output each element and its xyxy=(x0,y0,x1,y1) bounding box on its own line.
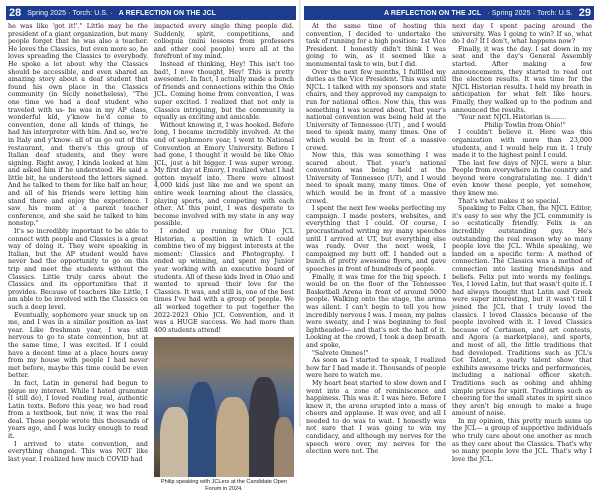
left-page xyxy=(0,0,300,492)
paragraph: I ended up running for Ohio JCL Historian, a position in which I could combine two of my biggest interests at the moment: Classics and Photography. I ended up winning, and spent my Junior year working with an executive board of students. All of these kids lived in Ohio and wanted to spread their love for the Classics. It was, and still is, one of the best times I've had with a group of people. We all worked together to put together the 2022-2023 Ohio JCL Convention, and it was a HUGE success. We had more than 400 students attend! xyxy=(154,228,294,334)
right-header-title: A REFLECTION ON THE JCL xyxy=(383,9,482,17)
left-column-1 xyxy=(8,23,148,463)
left-page-number: 28 xyxy=(6,6,24,20)
paragraph: Instead of thinking, Hey! This isn't too bad!, I now thought, Hey! This is pretty awesome!. In fact, I actually made a bunch of friends and connections within the Ohio JCL. Coming home from convention, I was super excited. I realized that not only is Classics intriguing, but the community is equally as exciting and amicable. xyxy=(154,60,294,122)
left-columns xyxy=(8,23,294,492)
right-header-issue: · Spring 2025 · Torch: U.S. xyxy=(487,9,573,17)
paragraph: next day I spent pacing around the university. Was I going to win? If so, what do I do? If I don't, what happens now? xyxy=(452,23,592,46)
photo-caption: Philip speaking with JCLers at the Candidate Open Forum in 2024. xyxy=(160,479,288,492)
paragraph: That's what makes it so special. xyxy=(458,197,561,205)
left-header-band xyxy=(6,6,296,20)
right-column-1 xyxy=(306,23,446,456)
paragraph: In my opinion, this pretty much sums up the JCL— a group of supportive individuals who truly care about one another as much as they care about the Classics. That's why so many people love the JCL. That's why I love the JCL. xyxy=(452,417,592,463)
paragraph: The last few days of NJCL were a blur. People from everywhere in the country and beyond were congratulating me. I didn't even know these people, yet somehow, they knew me. xyxy=(452,159,592,198)
paragraph: My heart beat started to slow down and I went into a zone of reminiscence and happiness. This was it. I was here. Before I knew it, the arena erupted into a mass of cheers and applause. It was over, and all I needed to do was to wait. I honestly was not sure that I was going to win my candidacy, and although my nerves for the speech were over, my nerves for the election were not. The xyxy=(306,379,446,456)
paragraph: It's so incredibly important to be able to connect with people and Classics is a great way of doing it. They were speaking in Italian, but the AP student would have never had the opportunity to go on this trip and meet the students without the Classics. Little truly cares about the Classics and its opportunities that it provides. Because of teachers like Little, I am able to be involved with the Classics on such a deep level. xyxy=(8,228,148,311)
left-header-issue: Spring 2025 · Torch: U.S. · xyxy=(27,9,113,17)
paragraph: impacted every single thing people did. Suddenly, spirit, competitions, and colloquia (mini lessons from professors and other cool people) were all at the forefront of my mind. xyxy=(154,23,294,61)
paragraph: Eventually, sophomore year snuck up on me, and I was in a similar position as last year. Like freshman year, I was still nervous to go to state convention, but at the same time, I was excited. If I could have a decent time at a place hours away from my house with people I had never met before, maybe this time could be even better. xyxy=(8,311,148,380)
paragraph: Now this, this was something I was scared about. That year's national convention was being held at the University of Tennessee (UT), and I would need to speak many, many times. One of which would be in front of a massive crowd. xyxy=(306,152,446,205)
paragraph: "Your next NJCL Historian is........ xyxy=(458,114,567,122)
paragraph: In fact, Latin in general had begun to pique my interest. While I hated grammar (I still do), I loved reading real, authentic Latin texts. Before this year, we had read from a textbook, but now, it was the real deal. These people wrote this thousands of years ago, and I was lucky enough to read it. xyxy=(8,379,148,441)
paragraph: Finally, it was the day. I sat down in my seat and the day's General Assembly started. After making a few announcements, they started to read out the election results. It was time for the NJCL Historian results. I held my breath in anticipation for what felt like hours. Finally, they walked up to the podium and announced the results. xyxy=(452,45,592,114)
paragraph: At the same time of hosting this convention, I decided to undertake the task of running for a high position: 1st Vice President. I honestly didn't think I was going to win, as it seemed like a monumental task to win, but I did. xyxy=(306,23,446,68)
paragraph: he was like 'got it!'." Little may be the president of a giant organization, but many people forget that he was also a teacher. He loves the Classics, but even more so, he loves spreading the Classics to everybody. He spoke a lot about why the Classics should be accessible, and even shared an amazing story about a deaf student that found his own place in the Classics community (in Sicily nonetheless), "The one time we had a deaf student who traveled with us- he was in my AP class, wonderful kid, y'know he'd come to convention, done all kinds of things, he had his interpreter with him. And so, we're in Italy and y'know- all of us go out of this restaurant, and there's this group of Italian deaf students, and they were signing. Right away, I kinda looked at him and asked him if he understood. He said a little bit, he understood the letters signed. And he talked to them for like half an hour, and all of his friends were letting him stand there and enjoy the experience. I saw his mom at a parent teacher conference, and she said he talked to him nonstop." xyxy=(8,23,148,228)
right-column-2 xyxy=(452,23,592,463)
paragraph: As soon as I started to speak, I realized how far I had made it. Thousands of people were here to watch me. xyxy=(306,357,446,380)
paragraph: Philip Towlin from Ohio!" xyxy=(484,121,566,129)
left-column-2 xyxy=(154,23,294,492)
paragraph: Without knowing it, I was hooked. Before long, I became incredibly involved. At the end of sophomore year, I went to National Convention at Emory University. Before I had gone, I thought it would be like Ohio JCL, just a bit bigger. I was super wrong. My first day at Emory, I realized what I had gotten myself into. There were almost 4,000 kids just like me and we spent an entire week learning about the classics, playing sports, and competing with each other. At this point, I was desperate to become involved with my state in any way possible. xyxy=(154,121,294,228)
paragraph: Over the next few months, I fulfilled my duties as the Vice President. This was until NJCL. I talked with my sponsors and state chairs, and they approved my campaign to run for national office. Now this, this was something I was scared about. That year's national convention was being held at the University of Tennessee (UT) , and I would need to speak many, many times. One of which would be in front of a massive crowd. xyxy=(306,68,446,152)
convention-photo xyxy=(154,337,294,477)
paragraph: I spent the next few weeks perfecting my campaign. I made posters, websites, and everything that I could. Of course, I procrastinated writing my many speeches until I arrived at UT, but everything else was ready. Over the next week, I campaigned my butt off. I handed out a bunch of pretty awesome flyers, and gave speeches in front of hundreds of people. xyxy=(306,205,446,273)
paragraph: Finally, it was time for the big speech. I would be on the floor of the Tennessee Basketball Arena in front of around 5000 people. Walking onto the stage, the arena was silent. I can't begin to tell you how incredibly nervous I was. I mean, my palms were sweaty, and I was beginning to feel lightheaded— and that's not the half of it. Looking at the crowd, I took a deep breath and spoke, xyxy=(306,273,446,349)
paragraph: "Salvete Omnes!" xyxy=(312,349,369,357)
left-header-title: A REFLECTION ON THE JCL xyxy=(118,9,217,17)
paragraph: I arrived to state convention, and everything changed. This was NOT like last year. I realized how much COVID had xyxy=(8,440,148,463)
right-page-number: 29 xyxy=(576,6,594,20)
paragraph: Speaking to Felix Chen, the NJCL Editor, it's easy to see why the JCL community is so ecstatically friendly. Felix is an incredibly outstanding guy. He's outstanding the real reason why so many people love the JCL. While speaking, we landed on a specific term: A method of connection. The Classics was a method of connection into lasting friendships and beliefs. Felix put into words my feelings. Yes, I loved Latin, but that wasn't quite it. I had always thought that Latin and Greek were super interesting, but it wasn't till I joined the JCL that I truly loved the classics. I loved Classics because of the people involved with it. I loved Classics because of Certamen, and art contests, and Agora (a marketplace), and sports, and most of all, the little traditions that had developed. Traditions such as JCL's Got Talent, a yearly talent show that exhibits awesome tricks and performances, including a national officer sketch. Traditions such as oohing and ahhing simple prizes for spirit. Traditions such as cheering for the small states in spirit since they aren't big enough to make a huge amount of noise. xyxy=(452,205,592,418)
right-columns xyxy=(306,23,592,463)
paragraph: I couldn't believe it. Here was this organization with more than 23,000 students, and I would help run it. I truly made it to the highest point I could. xyxy=(452,129,592,160)
right-header-band xyxy=(304,6,594,20)
right-page xyxy=(300,0,600,463)
